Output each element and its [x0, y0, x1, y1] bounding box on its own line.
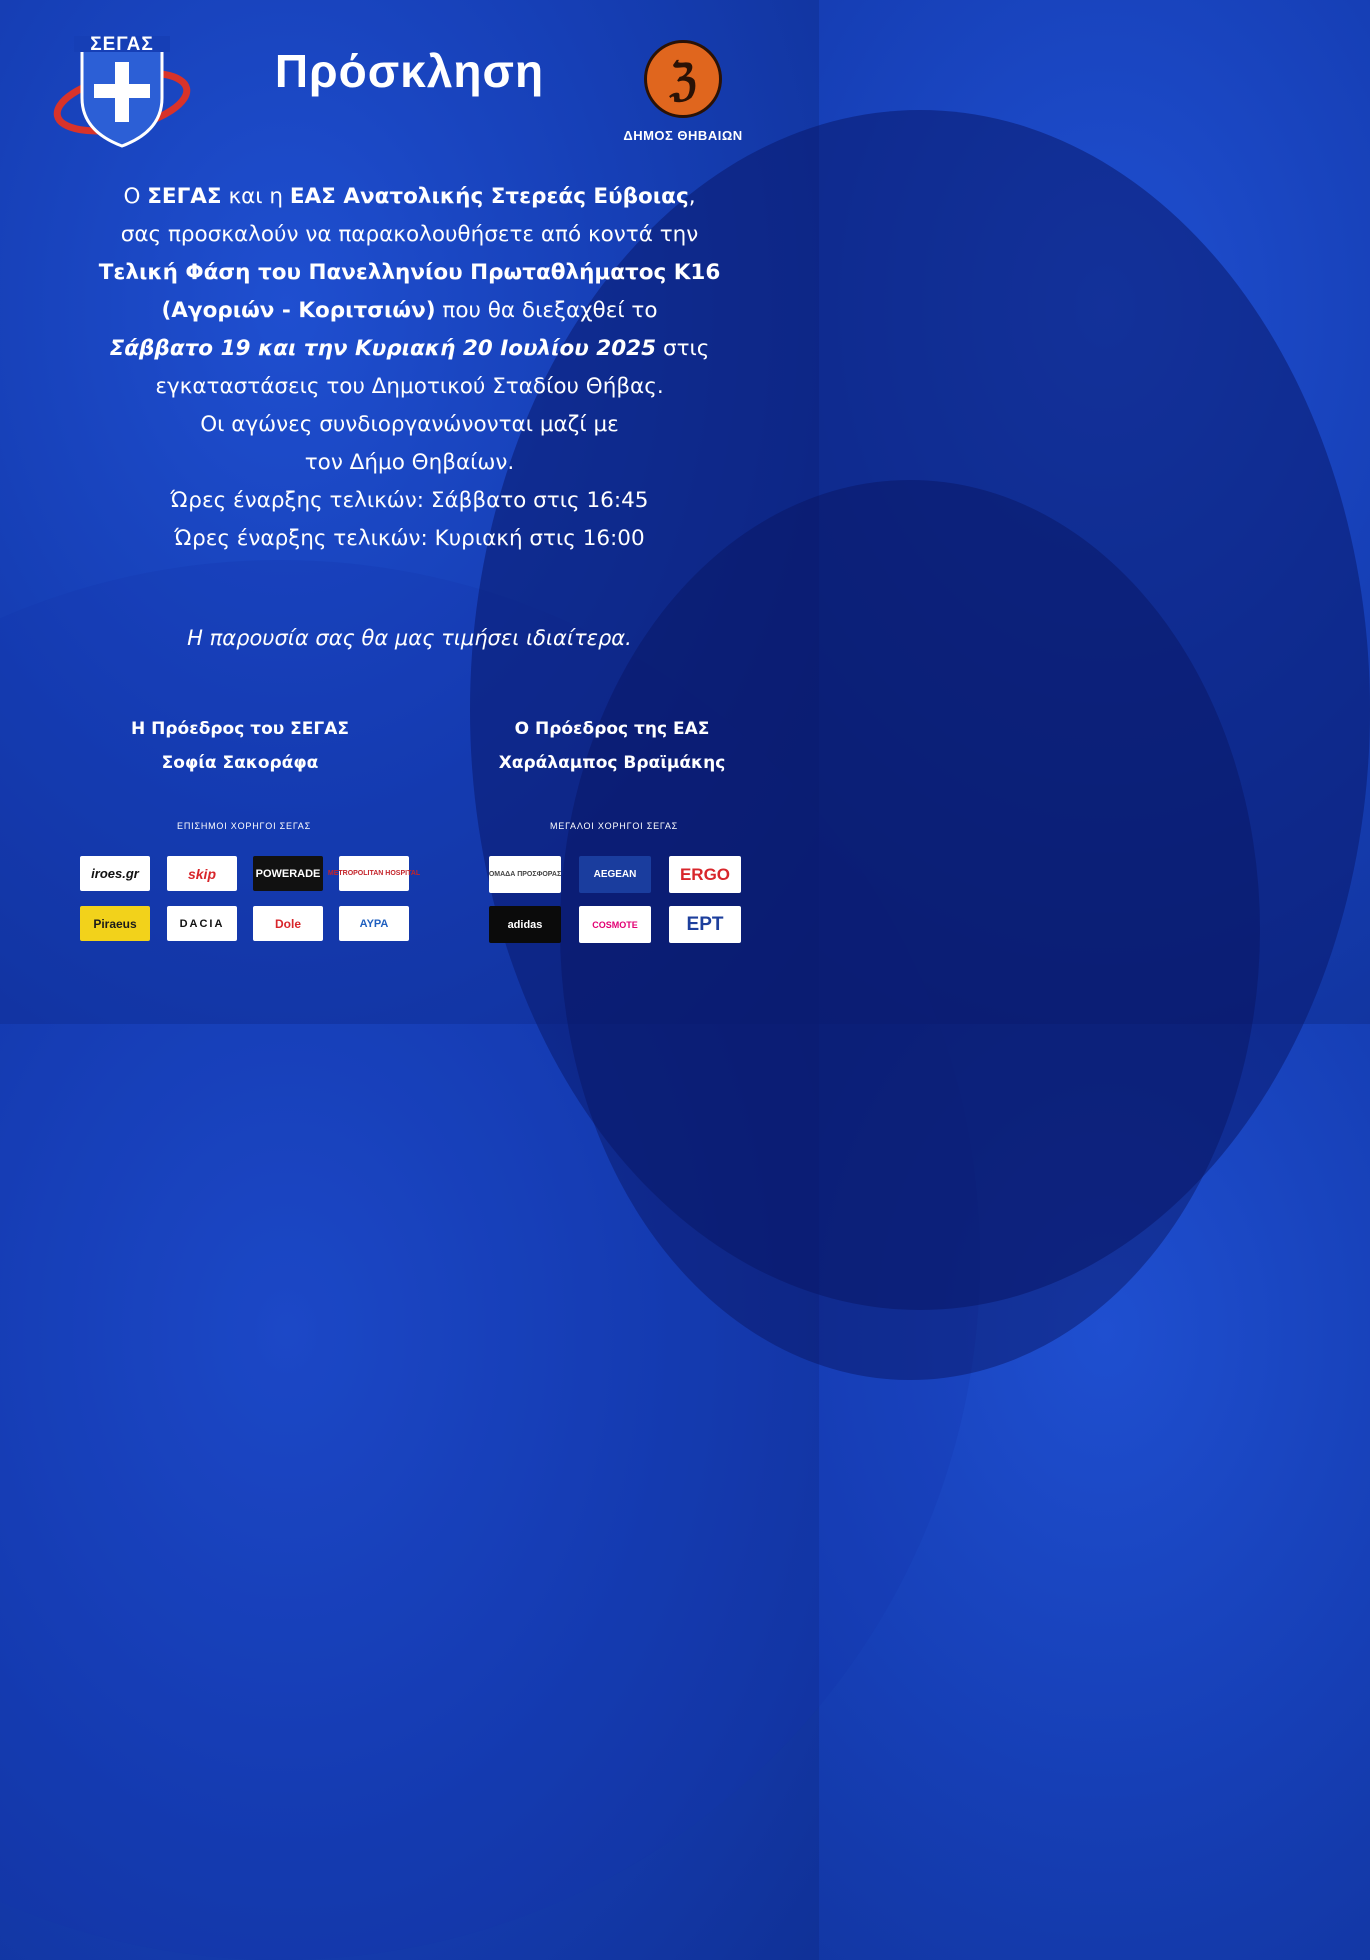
sponsor-logo-ergo: ERGO — [669, 856, 741, 893]
body-line-9: Ώρες έναρξης τελικών: Σάββατο στις 16:45 — [170, 488, 649, 513]
body-line-7: Οι αγώνες συνδιοργανώνονται μαζί με — [200, 412, 619, 437]
dimos-thivaion-logo — [618, 40, 748, 152]
sponsor-logo-metropolitan: METROPOLITAN HOSPITAL — [339, 856, 409, 891]
sponsor-logo-cosmote: COSMOTE — [579, 906, 651, 943]
segas-logo-text: ΣΕΓΑΣ — [90, 34, 154, 55]
body-line-3: Τελική Φάση του Πανελληνίου Πρωταθλήματος Κ16 — [98, 260, 721, 285]
dimos-thivaion-label: ΔΗΜΟΣ ΘΗΒΑΙΩΝ — [623, 128, 743, 143]
body-line-8: τον Δήμο Θηβαίων. — [304, 450, 515, 475]
sponsor-logo-omada-prosforas: ΟΜΑΔΑ ΠΡΟΣΦΟΡΑΣ — [489, 856, 561, 893]
sponsor-logo-dacia: DACIA — [167, 906, 237, 941]
signature-eas — [442, 712, 782, 780]
sponsor-logo-ert: ΕΡΤ — [669, 906, 741, 943]
sponsor-logo-piraeus: Piraeus — [80, 906, 150, 941]
signature-role: Ο Πρόεδρος της ΕΑΣ — [514, 719, 710, 739]
background-arc — [560, 480, 1260, 1380]
body-line-2: σας προσκαλούν να παρακολουθήσετε από κοντά την — [120, 222, 699, 247]
sponsor-logo-skip: skip — [167, 856, 237, 891]
body-line-1: Ο ΣΕΓΑΣ και η ΕΑΣ Ανατολικής Στερεάς Εύβοιας, — [123, 184, 696, 209]
body-line-10: Ώρες έναρξης τελικών: Κυριακή στις 16:00 — [174, 526, 645, 551]
signature-segas — [70, 712, 410, 780]
body-line-4: (Αγοριών - Κοριτσιών) που θα διεξαχθεί το — [161, 298, 658, 323]
body-line-5: Σάββατο 19 και την Κυριακή 20 Ιουλίου 2025 στις — [109, 336, 710, 361]
sponsor-logo-adidas: adidas — [489, 906, 561, 943]
major-sponsors-title: ΜΕΓΑΛΟΙ ΧΟΡΗΓΟΙ ΣΕΓΑΣ — [550, 821, 678, 831]
thiva-emblem-icon: ℨ — [644, 40, 722, 118]
closing-line: Η παρουσία σας θα μας τιμήσει ιδιαίτερα. — [187, 626, 632, 650]
signature-name: Σοφία Σακοράφα — [161, 753, 319, 773]
invitation-body — [40, 178, 779, 558]
sponsor-logo-iroes: iroes.gr — [80, 856, 150, 891]
body-line-6: εγκαταστάσεις του Δημοτικού Σταδίου Θήβας. — [155, 374, 664, 399]
official-sponsors-title: ΕΠΙΣΗΜΟΙ ΧΟΡΗΓΟΙ ΣΕΓΑΣ — [177, 821, 311, 831]
sponsor-logo-avra: ΑΥΡΑ — [339, 906, 409, 941]
sponsor-logo-powerade: POWERADE — [253, 856, 323, 891]
sponsor-logo-dole: Dole — [253, 906, 323, 941]
signature-role: Η Πρόεδρος του ΣΕΓΑΣ — [131, 719, 349, 739]
page-title: Πρόσκληση — [274, 45, 545, 97]
signature-name: Χαράλαμπος Βραϊμάκης — [498, 753, 726, 773]
sponsor-logo-aegean: AEGEAN — [579, 856, 651, 893]
